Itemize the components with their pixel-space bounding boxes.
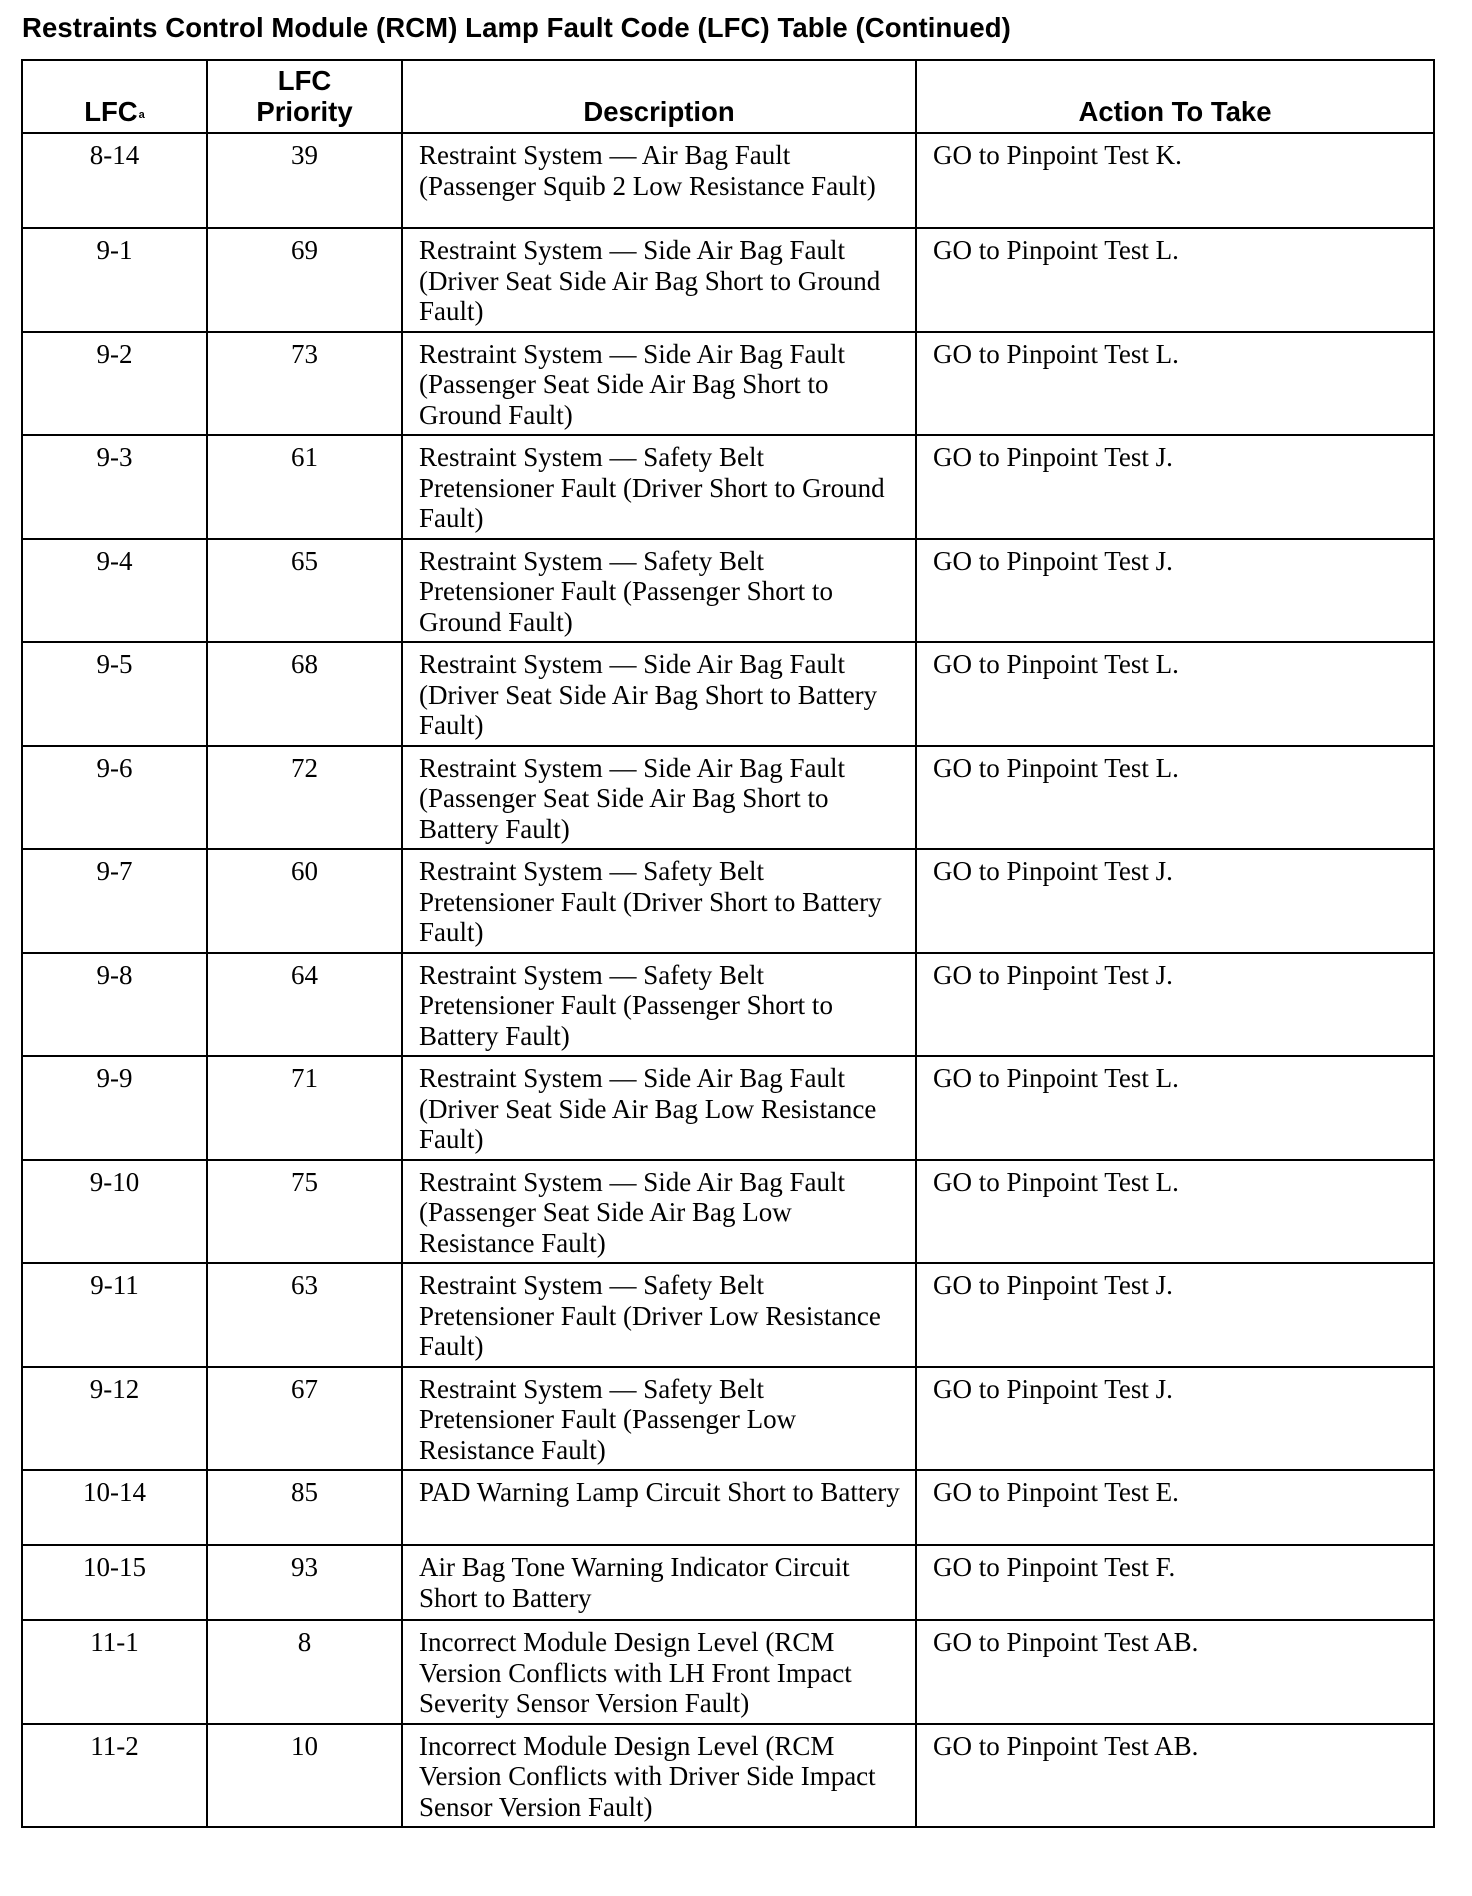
description-cell: Restraint System — Safety Belt Pretensioner Fault (Passenger Short to Battery Fault) [402,953,916,1057]
lfc-cell: 11-1 [22,1620,207,1724]
priority-cell: 63 [207,1263,402,1367]
action-cell: GO to Pinpoint Test L. [916,332,1434,436]
page-title: Restraints Control Module (RCM) Lamp Fault Code (LFC) Table (Continued) [22,12,1011,43]
priority-cell: 71 [207,1056,402,1160]
priority-cell: 93 [207,1545,402,1620]
description-cell: Restraint System — Side Air Bag Fault (Driver Seat Side Air Bag Short to Ground Fault) [402,228,916,332]
table-row [22,332,1434,436]
action-cell: GO to Pinpoint Test L. [916,1160,1434,1264]
description-cell: Incorrect Module Design Level (RCM Version Conflicts with LH Front Impact Severity Sensor Version Fault) [402,1620,916,1724]
column-header-priority-line2: Priority [256,96,353,127]
description-cell: Restraint System — Safety Belt Pretensioner Fault (Driver Short to Battery Fault) [402,849,916,953]
table-row [22,1160,1434,1264]
lfc-cell: 9-1 [22,228,207,332]
action-cell: GO to Pinpoint Test AB. [916,1724,1434,1828]
table-row [22,1724,1434,1828]
table-row [22,953,1434,1057]
description-cell: Restraint System — Safety Belt Pretensioner Fault (Passenger Short to Ground Fault) [402,539,916,643]
lfc-cell: 9-12 [22,1367,207,1471]
lfc-cell: 9-8 [22,953,207,1057]
table-body [22,133,1434,1827]
lfc-cell: 9-6 [22,746,207,850]
table-row [22,1545,1434,1620]
action-cell: GO to Pinpoint Test E. [916,1470,1434,1545]
action-cell: GO to Pinpoint Test L. [916,642,1434,746]
action-cell: GO to Pinpoint Test J. [916,539,1434,643]
lfc-cell: 9-10 [22,1160,207,1264]
description-cell: Restraint System — Air Bag Fault (Passenger Squib 2 Low Resistance Fault) [402,133,916,228]
column-header-action: Action To Take [916,60,1434,133]
action-cell: GO to Pinpoint Test K. [916,133,1434,228]
lfc-cell: 10-15 [22,1545,207,1620]
priority-cell: 75 [207,1160,402,1264]
action-cell: GO to Pinpoint Test J. [916,849,1434,953]
lfc-cell: 9-4 [22,539,207,643]
priority-cell: 10 [207,1724,402,1828]
description-cell: PAD Warning Lamp Circuit Short to Battery [402,1470,916,1545]
table-row [22,642,1434,746]
lfc-cell: 10-14 [22,1470,207,1545]
description-cell: Restraint System — Side Air Bag Fault (Driver Seat Side Air Bag Short to Battery Fault) [402,642,916,746]
column-header-lfc [22,60,207,133]
priority-cell: 67 [207,1367,402,1471]
description-cell: Restraint System — Side Air Bag Fault (Passenger Seat Side Air Bag Short to Battery Fault) [402,746,916,850]
action-cell: GO to Pinpoint Test AB. [916,1620,1434,1724]
column-header-priority [207,60,402,133]
table-row [22,539,1434,643]
action-cell: GO to Pinpoint Test L. [916,228,1434,332]
lfc-cell: 9-3 [22,435,207,539]
lfc-cell: 9-7 [22,849,207,953]
lfc-cell: 11-2 [22,1724,207,1828]
priority-cell: 85 [207,1470,402,1545]
action-cell: GO to Pinpoint Test L. [916,746,1434,850]
footnote-marker: a [138,109,145,121]
action-cell: GO to Pinpoint Test J. [916,435,1434,539]
action-cell: GO to Pinpoint Test J. [916,1263,1434,1367]
description-cell: Air Bag Tone Warning Indicator Circuit Short to Battery [402,1545,916,1620]
action-cell: GO to Pinpoint Test L. [916,1056,1434,1160]
table-row [22,133,1434,228]
column-header-description: Description [402,60,916,133]
lfc-cell: 8-14 [22,133,207,228]
lfc-cell: 9-9 [22,1056,207,1160]
priority-cell: 69 [207,228,402,332]
column-header-priority-line1: LFC [277,65,332,96]
column-header-lfc-label: LFC [84,96,138,127]
table-row [22,1056,1434,1160]
priority-cell: 60 [207,849,402,953]
lfc-cell: 9-2 [22,332,207,436]
lfc-table [21,59,1435,1828]
table-row [22,1470,1434,1545]
table-row [22,1263,1434,1367]
table-row [22,746,1434,850]
action-cell: GO to Pinpoint Test J. [916,1367,1434,1471]
table-row [22,1620,1434,1724]
description-cell: Restraint System — Safety Belt Pretensioner Fault (Driver Short to Ground Fault) [402,435,916,539]
action-cell: GO to Pinpoint Test F. [916,1545,1434,1620]
description-cell: Restraint System — Side Air Bag Fault (Passenger Seat Side Air Bag Low Resistance Fault) [402,1160,916,1264]
priority-cell: 8 [207,1620,402,1724]
description-cell: Restraint System — Side Air Bag Fault (Driver Seat Side Air Bag Low Resistance Fault) [402,1056,916,1160]
priority-cell: 61 [207,435,402,539]
priority-cell: 39 [207,133,402,228]
table-header-row [22,60,1434,133]
description-cell: Restraint System — Side Air Bag Fault (Passenger Seat Side Air Bag Short to Ground Fault) [402,332,916,436]
priority-cell: 64 [207,953,402,1057]
description-cell: Restraint System — Safety Belt Pretensioner Fault (Driver Low Resistance Fault) [402,1263,916,1367]
table-row [22,849,1434,953]
action-cell: GO to Pinpoint Test J. [916,953,1434,1057]
description-cell: Incorrect Module Design Level (RCM Version Conflicts with Driver Side Impact Sensor Version Fault) [402,1724,916,1828]
priority-cell: 72 [207,746,402,850]
table-row [22,1367,1434,1471]
priority-cell: 65 [207,539,402,643]
priority-cell: 68 [207,642,402,746]
lfc-cell: 9-11 [22,1263,207,1367]
lfc-cell: 9-5 [22,642,207,746]
description-cell: Restraint System — Safety Belt Pretensioner Fault (Passenger Low Resistance Fault) [402,1367,916,1471]
priority-cell: 73 [207,332,402,436]
table-row [22,435,1434,539]
table-row [22,228,1434,332]
